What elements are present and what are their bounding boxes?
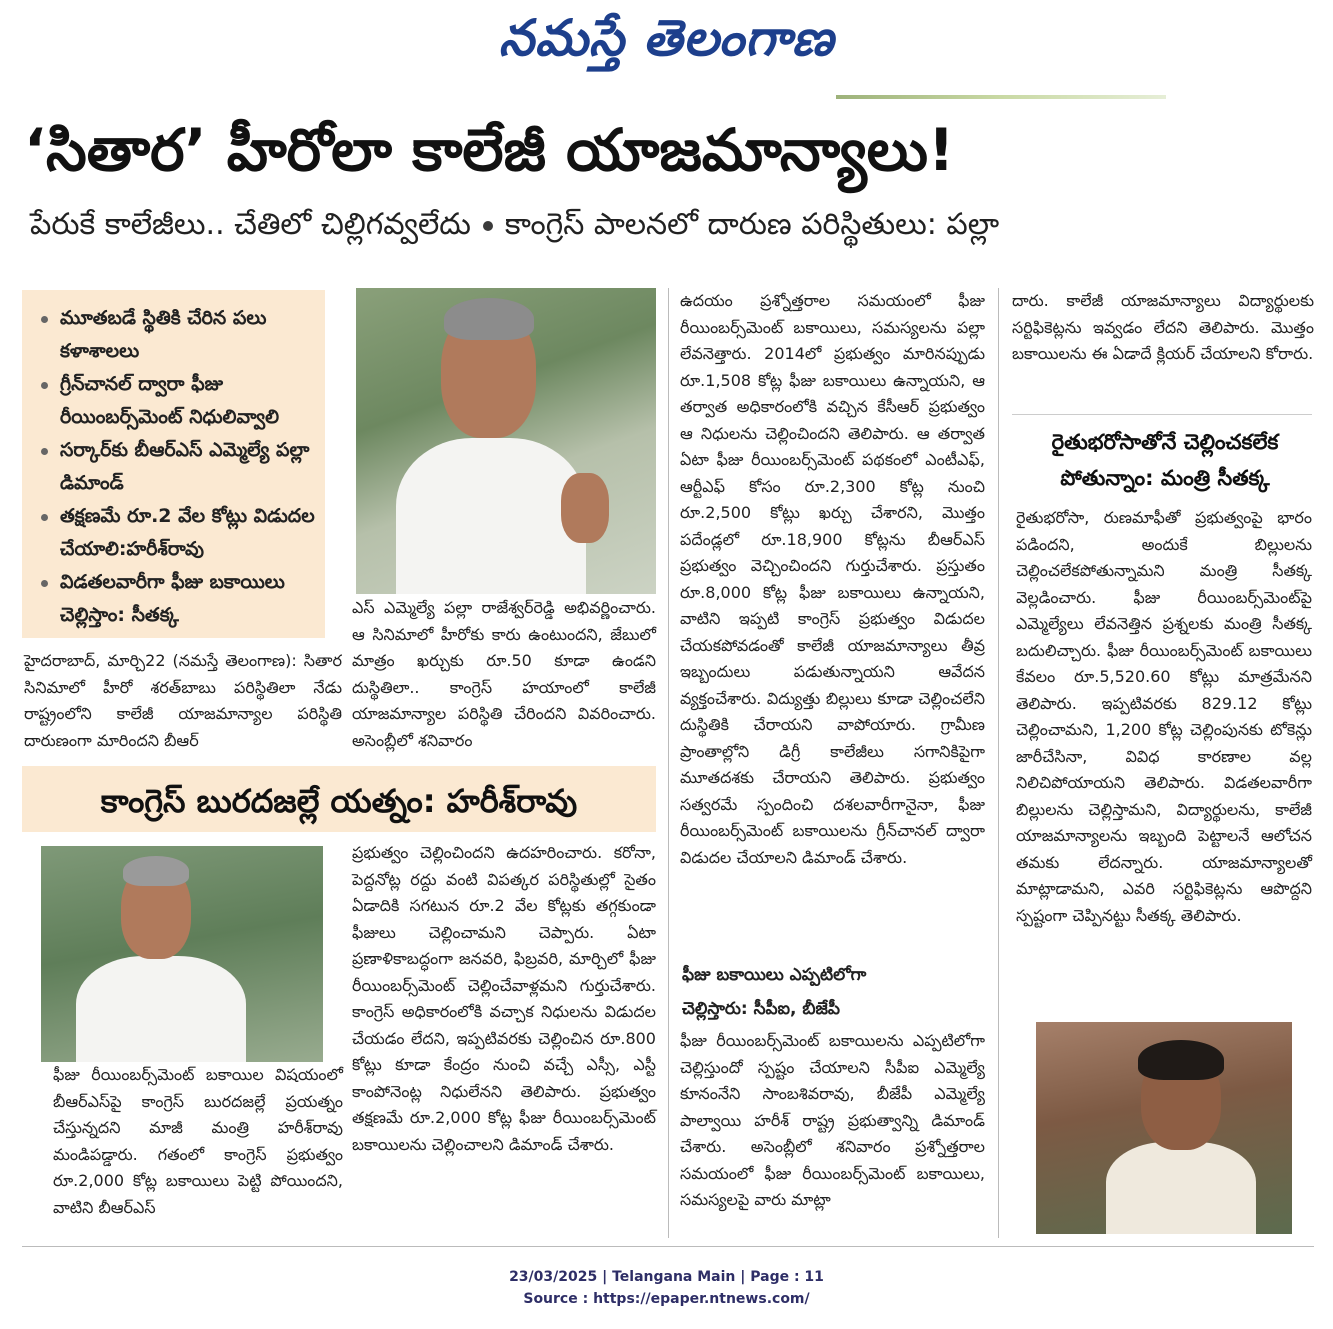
hand-shape (561, 473, 609, 543)
article-text-cont: ఎస్ ఎమ్మెల్యే పల్లా రాజేశ్వర్‌రెడ్డి అభివర్ణించారు. ఆ సినిమాలో హీరోకు కారు ఉంటుందని, జేబులో మాత్రం ఖర్చుకు రూ.50 కూడా ఉండని దుస్థితిలా.. కాంగ్రెస్ హయాంలో కాలేజీ యాజమాన్యాల పరిస్థితి చేరిందని వివరించారు. అసెంబ్లీలో శనివారం (352, 598, 656, 750)
highlight-item: విడతలవారీగా ఫీజు బకాయిలు చెల్లిస్తాం: సీతక్క (38, 566, 315, 632)
cpi-subhead (682, 958, 982, 1026)
highlight-item: సర్కార్‌కు బీఆర్‌ఎస్ ఎమ్మెల్యే పల్లా డిమాండ్ (38, 434, 315, 500)
cpi-text: ఫీజు రీయింబర్స్‌మెంట్ బకాయిలను ఎప్పటిలోగా చెల్లిస్తుందో స్పష్టం చేయాలని సీపీఐ ఎమ్మెల్యే కూనంనేని సాంబశివరావు, బీజేపీ ఎమ్మెల్యే పాల్వాయి హరీశ్ రాష్ట్ర ప్రభుత్వాన్ని డిమాండ్ చేశారు. అసెంబ్లీలో శనివారం ప్రశ్నోత్తరాల సమయంలో ఫీజు రీయింబర్స్‌మెంట్ బకాయిలు, సమస్యలపై వారు మాట్లా (680, 1031, 985, 1209)
page-footer (0, 1266, 1333, 1310)
column-divider (998, 288, 999, 1238)
subhead-left: పేరుకే కాలేజీలు.. చేతిలో చిల్లిగవ్వలేదు (30, 207, 471, 242)
subhead-right: కాంగ్రెస్ పాలనలో దారుణ పరిస్థితులు: పల్లా (504, 207, 1000, 242)
saree-shape (1106, 1142, 1256, 1234)
masthead-logo: నమస్తే తెలంగాణ (498, 8, 835, 67)
footer-date-line: 23/03/2025 | Telangana Main | Page : 11 (509, 1269, 824, 1285)
shirt-shape (396, 438, 586, 594)
hair-shape (123, 856, 189, 886)
shirt-shape (76, 956, 246, 1062)
highlights-box (22, 290, 325, 638)
subhead (30, 203, 1320, 247)
article-text-intro: హైదరాబాద్, మార్చి22 (నమస్తే తెలంగాణ): సితార సినిమాలో హీరో శరత్‌బాబు పరిస్థితిలా నేడు రాష్ట్రంలోని కాలేజీ యాజమాన్యాల పరిస్థితి దారుణంగా మారిందని బీఆర్ (24, 651, 342, 750)
masthead (0, 8, 1333, 80)
photo-seethakka (1036, 1022, 1292, 1234)
seethakka-title: రైతుభరోసాతోనే చెల్లించకలేక పోతున్నాం: మంత్రి సీతక్క (1051, 430, 1279, 490)
bottom-rule (22, 1246, 1314, 1247)
cpi-subhead-line2: చెల్లిస్తారు: సీపీఐ, బీజేపీ (682, 999, 840, 1019)
article-text-end: దారు. కాలేజీ యాజమాన్యాలు విద్యార్థులకు సర్టిఫికెట్లను ఇవ్వడం లేదని తెలిపారు. మొత్తం బకాయిలను ఈ ఏడాదే క్లియర్ చేయాలని కోరారు. (1012, 291, 1314, 363)
highlight-item: గ్రీన్‌చానల్ ద్వారా ఫీజు రీయింబర్స్‌మెంట్ నిధులివ్వాలి (38, 368, 315, 434)
highlight-item: మూతబడే స్థితికి చేరిన పలు కళాశాలలు (38, 302, 315, 368)
column-divider (668, 288, 669, 1238)
headline: ‘సితార’ హీరోలా కాలేజీ యాజమాన్యాలు! (24, 116, 955, 184)
hair-shape (444, 298, 534, 340)
masthead-rule (836, 95, 1166, 99)
highlight-item: తక్షణమే రూ.2 వేల కోట్లు విడుదల చేయాలి:హరీశ్‌రావు (38, 500, 315, 566)
article-text-main: ఉదయం ప్రశ్నోత్తరాల సమయంలో ఫీజు రీయింబర్స్‌మెంట్ బకాయిలు, సమస్యలను పల్లా లేవనెత్తారు. 2014లో ప్రభుత్వం మారినప్పుడు రూ.1,508 కోట్ల ఫీజు బకాయిలు ఉన్నాయని, ఆ తర్వాత అధికారంలోకి వచ్చిన కేసీఆర్ ప్రభుత్వం ఆ నిధులను చెల్లించిందని తెలిపారు. ఆ తర్వాత ఏటా ఫీజు రీయింబర్స్‌మెంట్ పథకంలో ఎంటీఎఫ్, ఆర్టీఎఫ్ కోసం రూ.2,300 కోట్ల నుంచి రూ.2,500 కోట్లు ఖర్చు చేశారని, మొత్తం పదేండ్లలో రూ.18,900 కోట్లను బీఆర్‌ఎస్ ప్రభుత్వం వెచ్చించిందని గుర్తుచేశారు. ప్రస్తుతం రూ.8,000 కోట్ల ఫీజు బకాయిలు ఉన్నాయని, వాటిని ఇప్పటి కాంగ్రెస్ ప్రభుత్వం విడుదల చేయకపోవడంతో కాలేజీ యాజమాన్యాలు తీవ్ర ఇబ్బందులు పడుతున్నాయని ఆవేదన వ్యక్తంచేశారు. విద్యుత్తు బిల్లులు కూడా చెల్లించలేని దుస్థితికి చేరాయని వాపోయారు. గ్రామీణ ప్రాంతాల్లోని డిగ్రీ కాలేజీలు సగానికిపైగా మూతదశకు చేరాయని తెలిపారు. ప్రభుత్వం సత్వరమే స్పందించి దశలవారీగానైనా, ఫీజు రీయింబర్స్‌మెంట్ బకాయిలను గ్రీన్‌చానల్ ద్వారా విడుదల చేయాలని డిమాండ్ చేశారు. (680, 291, 985, 867)
footer-source-line: Source : https://epaper.ntnews.com/ (523, 1291, 810, 1307)
highlights-list (38, 302, 315, 632)
photo-palla-rajeshwar-reddy (356, 288, 656, 594)
hair-shape (1138, 1040, 1224, 1080)
harish-text-right: ప్రభుత్వం చెల్లించిందని ఉదహరించారు. కరోనా, పెద్దనోట్ల రద్దు వంటి విపత్కర పరిస్థితుల్లో సైతం ఏడాదికి సగటున రూ.2 వేల కోట్లకు తగ్గకుండా ఫీజులు చెల్లించామని చెప్పారు. ఏటా ప్రణాళికాబద్ధంగా జనవరి, ఫిబ్రవరి, మార్చిలో ఫీజు రీయింబర్స్‌మెంట్ చెల్లించేవాళ్లమని గుర్తుచేశారు. కాంగ్రెస్ అధికారంలోకి వచ్చాక నిధులను విడుదల చేయడం లేదని, ఇప్పటివరకు చెల్లించిన రూ.800 కోట్లు కూడా కేంద్రం నుంచి వచ్చే ఎస్సీ, ఎస్టీ కాంపోనెంట్ల నిధులేనని తెలిపారు. ప్రభుత్వం తక్షణమే రూ.2,000 కోట్ల ఫీజు రీయింబర్స్‌మెంట్ బకాయిలను చెల్లించాలని డిమాండ్ చేశారు. (352, 843, 656, 1154)
bullet-dot (483, 221, 493, 231)
seethakka-text: రైతుభరోసా, రుణమాఫీతో ప్రభుత్వంపై భారం పడిందని, అందుకే బిల్లులను చెల్లించలేకపోతున్నామని మంత్రి సీతక్క వెల్లడించారు. ఫీజు రీయింబర్స్‌మెంట్‌పై ఎమ్మెల్యేలు లేవనెత్తిన ప్రశ్నలకు మంత్రి సీతక్క బదులిచ్చారు. ఫీజు రీయింబర్స్‌మెంట్ బకాయిలు కేవలం రూ.5,520.60 కోట్లు మాత్రమేనని తెలిపారు. ఇప్పటివరకు 829.12 కోట్లు చెల్లించామని, 1,200 కోట్ల చెల్లింపునకు టోకెన్లు జారీచేసినా, వివిధ కారణాల వల్ల నిలిచిపోయాయని తెలిపారు. విడతలవారీగా బిల్లులను చెల్లిస్తామని, విద్యార్థులను, కాలేజీ యాజమాన్యాలను ఇబ్బంది పెట్టాలనే ఆలోచన తమకు లేదన్నారు. యాజమాన్యాలతో మాట్లాడామని, ఎవరి సర్టిఫికెట్లను ఆపొద్దని స్పష్టంగా చెప్పినట్టు సీతక్క తెలిపారు. (1016, 508, 1312, 925)
harish-title: కాంగ్రెస్ బురదజల్లే యత్నం: హరీశ్‌రావు (100, 782, 578, 820)
harish-text-left: ఫీజు రీయింబర్స్‌మెంట్ బకాయిల విషయంలో బీఆర్‌ఎస్‌పై కాంగ్రెస్ బురదజల్లే ప్రయత్నం చేస్తున్నదని మాజీ మంత్రి హరీశ్‌రావు మండిపడ్డారు. గతంలో కాంగ్రెస్ ప్రభుత్వం రూ.2,000 కోట్ల బకాయిలు పెట్టి పోయిందని, వాటిని బీఆర్‌ఎస్ (53, 1065, 343, 1217)
photo-harish-rao (41, 846, 323, 1062)
cpi-subhead-line1: ఫీజు బకాయిలు ఎప్పటిలోగా (682, 965, 867, 985)
